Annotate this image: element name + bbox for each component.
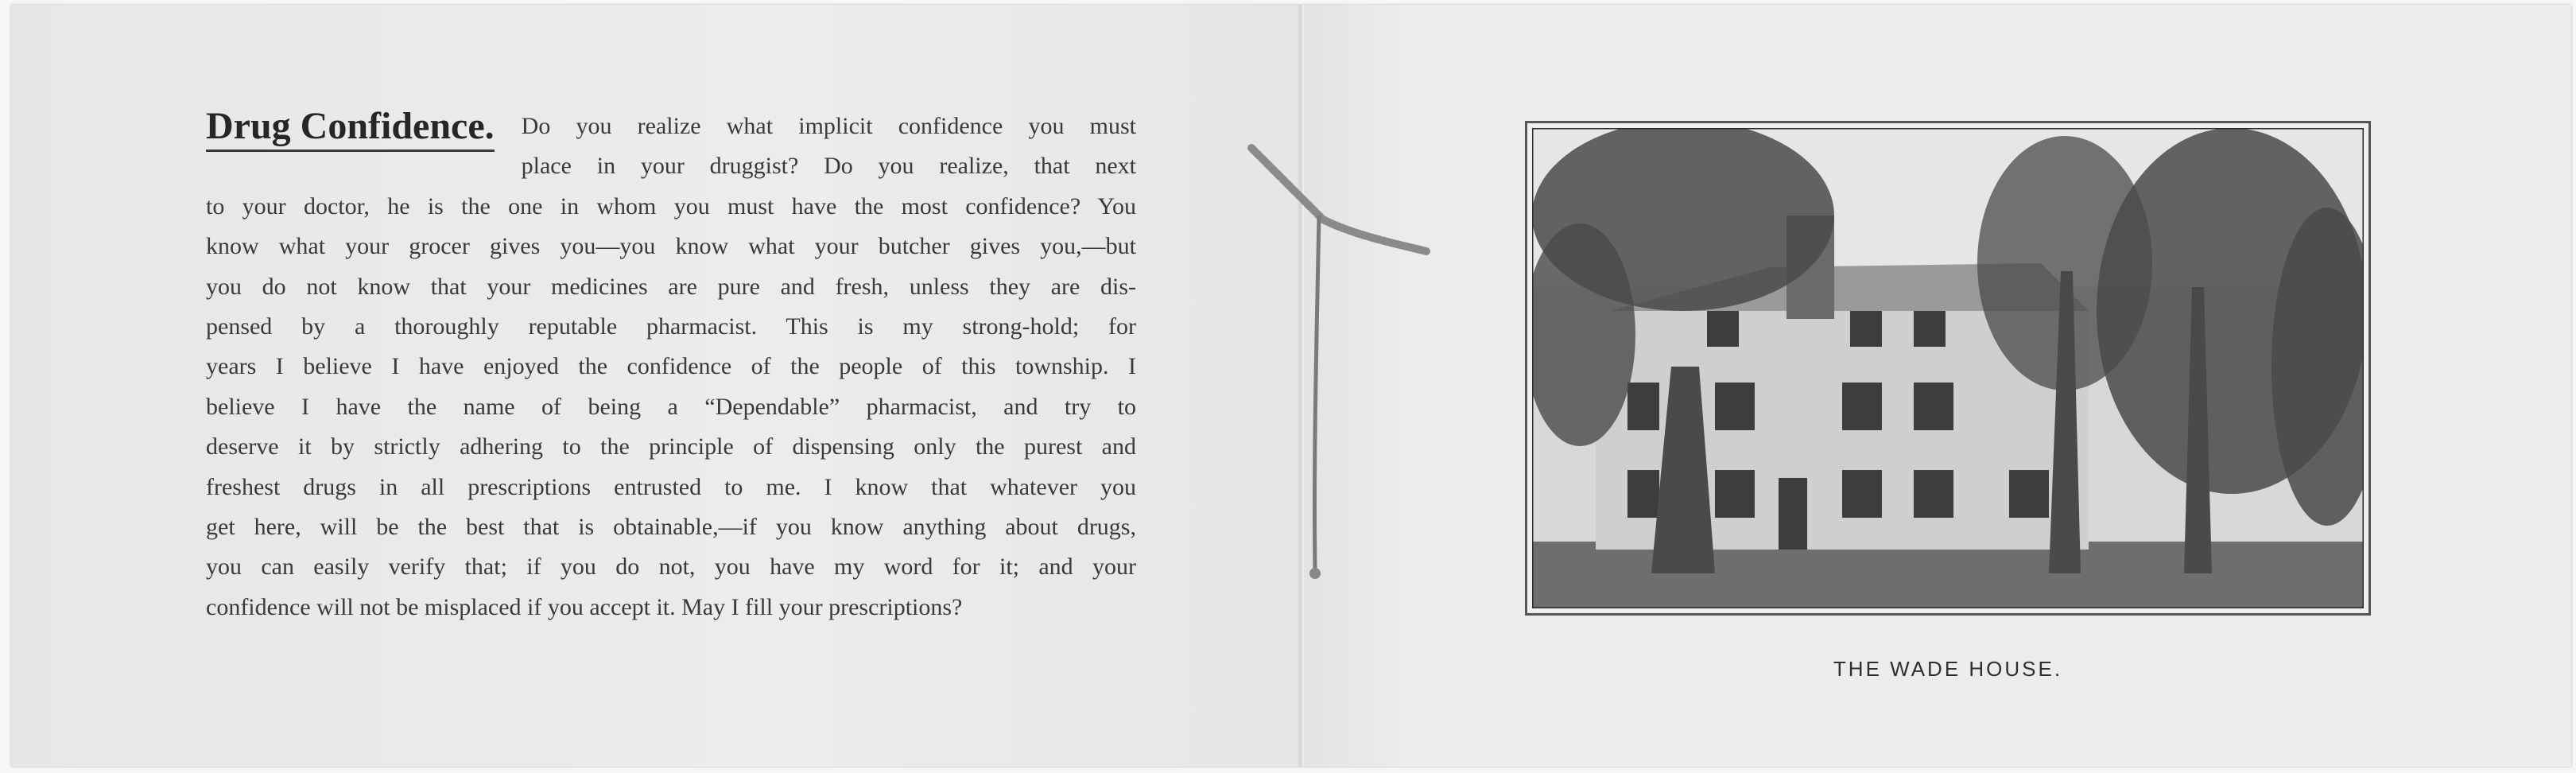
text-line: you do not know that your medicines are pure and fresh, unless they are dis-: [206, 273, 1136, 300]
text-line: years I believe I have enjoyed the confidence of the people of this township. I: [206, 353, 1136, 380]
text-line: Do you realize what implicit confidence you must: [521, 113, 1136, 139]
binding-string-icon: [1236, 140, 1442, 585]
text-line: believe I have the name of being a “Dependable” pharmacist, and try to: [206, 393, 1136, 420]
text-line: get here, will be the best that is obtainable,—if you know anything about drugs,: [206, 514, 1136, 541]
house-photo: [1525, 121, 2371, 616]
text-line: know what your grocer gives you—you know what your butcher gives you,—but: [206, 233, 1136, 260]
text-line: freshest drugs in all prescriptions entrusted to me. I know that whatever you: [206, 473, 1136, 500]
photo-caption: THE WADE HOUSE.: [1833, 657, 2063, 681]
booklet: [11, 5, 2571, 767]
heading: Drug Confidence.: [206, 107, 495, 152]
text-line: pensed by a thoroughly reputable pharmacist. This is my strong-hold; for: [206, 313, 1136, 340]
text-line: deserve it by strictly adhering to the principle of dispensing only the purest and: [206, 433, 1136, 460]
text-line: to your doctor, he is the one in whom you must have the most confidence? You: [206, 192, 1136, 219]
left-page: [11, 5, 1301, 767]
advertisement-text: [206, 107, 1136, 627]
text-line: you can easily verify that; if you do not, you have my word for it; and your: [206, 554, 1136, 581]
text-line: confidence will not be misplaced if you accept it. May I fill your prescriptions?: [206, 593, 963, 620]
text-line: place in your druggist? Do you realize, that next: [521, 153, 1136, 180]
house-with-trees-photo: [1532, 128, 2364, 608]
